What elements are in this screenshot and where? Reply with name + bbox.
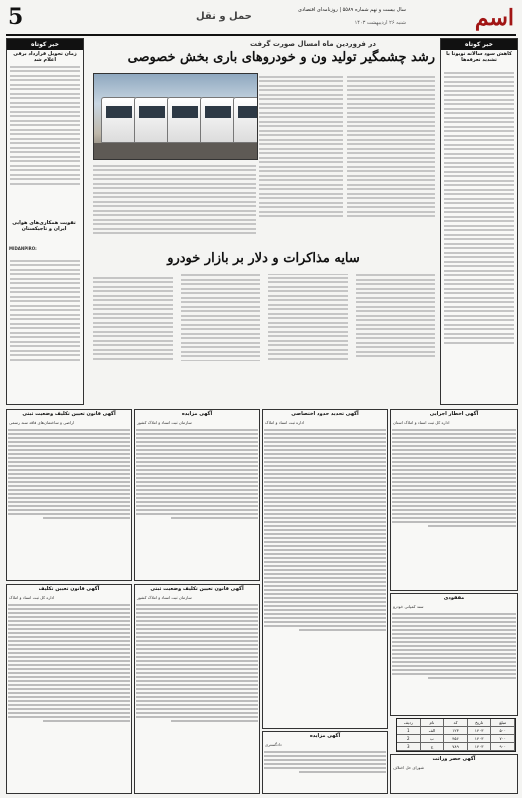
notice-8-subtitle: سند کمپانی خودرو (393, 604, 424, 609)
notice-6-title: آگهی قانون تعیین تکلیف وضعیت ثبتی (150, 586, 244, 592)
table-cell: ۱۴۰۳ (468, 743, 492, 751)
right-text-block (444, 69, 514, 399)
table-header: کد (444, 719, 468, 727)
table-header: نام (421, 719, 445, 727)
newspaper-logo: اسم (474, 5, 514, 31)
table-cell: ۹۰۰ (491, 743, 515, 751)
notice-box-5 (6, 584, 132, 794)
right-column-label: خبر کوتاه (441, 39, 517, 50)
notice-5-subtitle: اداره کل ثبت اسناد و املاک (9, 595, 55, 600)
table-cell: ۱۲۳ (444, 727, 468, 735)
main-story-column-1 (259, 73, 343, 243)
notice-9-subtitle: شورای حل اختلاف (393, 765, 424, 770)
notice-6-subtitle: سازمان ثبت اسناد و املاک کشور (137, 595, 192, 600)
table-cell: ۱۴۰۳ (468, 735, 492, 743)
left-text-block (10, 63, 80, 218)
table-cell: ۵۰۰ (491, 727, 515, 735)
table-cell: 3 (397, 743, 421, 751)
table-cell: ۱۴۰۳ (468, 727, 492, 735)
notice-box-6 (134, 584, 260, 794)
left-headline: زمان تحویل قرارداد برقی اعلام شد (13, 51, 77, 63)
table-cell: ۷۰۰ (491, 735, 515, 743)
notice-1-title: آگهی قانون تعیین تکلیف وضعیت ثبتی (22, 411, 116, 417)
main-story-kicker: در فروردین ماه امسال صورت گرفت (250, 40, 376, 48)
notice-8-title: مفقودی (443, 595, 465, 601)
notice-1-subtitle: اراضی و ساختمان‌های فاقد سند رسمی (9, 420, 75, 425)
table-cell: 2 (397, 735, 421, 743)
notice-box-4 (390, 409, 518, 591)
table-header: تاریخ (468, 719, 492, 727)
notice-3-title: آگهی تحدید حدود اختصاصی (291, 411, 359, 417)
table-header: ردیف (397, 719, 421, 727)
main-story-column-2 (347, 73, 435, 243)
page-header (6, 4, 516, 36)
issue-date: شنبه ۲۶ اردیبهشت ۱۴۰۳ (354, 20, 406, 26)
notice-box-1 (6, 409, 132, 581)
table-cell: 1 (397, 727, 421, 735)
left-column-label: خبر کوتاه (7, 39, 83, 50)
left-subheadline: تقویت همکاری‌های هوایی ایران و تاجیکستان (12, 220, 76, 232)
table-cell: ب (421, 735, 445, 743)
page-number: 5 (8, 4, 24, 30)
main-story-column-3 (93, 162, 256, 244)
notice-4-subtitle: اداره کل ثبت اسناد و املاک استان (393, 420, 450, 425)
table-cell: الف (421, 727, 445, 735)
truck-photo (93, 73, 258, 160)
table-cell: ۷۸۹ (444, 743, 468, 751)
notice-7-subtitle: دادگستری (265, 742, 282, 747)
section-title: حمل و نقل (196, 11, 252, 22)
notice-2-title: آگهی مزایده (181, 411, 213, 417)
table-cell: ج (421, 743, 445, 751)
notice-7-title: آگهی مزایده (309, 733, 341, 739)
right-news-column (440, 38, 518, 405)
masthead: سال بیست و نهم شماره ۵۵۸۹ | روزنامه‌ای اقتصادی (298, 7, 406, 13)
right-headline: کاهش سود سالانه تویوتا با تشدید تعرفه‌ها (446, 51, 512, 63)
notice-5-title: آگهی قانون تعیین تکلیف (38, 586, 100, 592)
second-story-body (93, 274, 435, 386)
notice-box-2 (134, 409, 260, 581)
notice-table (396, 718, 516, 752)
left-code: MIDANPIRO: (9, 246, 37, 251)
notice-box-7 (262, 731, 388, 794)
left-text-block-2 (10, 257, 80, 397)
notice-2-subtitle: سازمان ثبت اسناد و املاک کشور (137, 420, 192, 425)
table-header: مبلغ (491, 719, 515, 727)
second-story-headline: سایه مذاکرات و دلار بر بازار خودرو (167, 251, 360, 266)
left-news-column (6, 38, 84, 405)
notice-9-title: آگهی حصر وراثت (432, 756, 476, 762)
notice-4-title: آگهی اخطار اجرایی (429, 411, 479, 417)
table-cell: ۴۵۶ (444, 735, 468, 743)
notice-box-9 (390, 754, 518, 794)
notice-box-8 (390, 593, 518, 716)
main-story-headline: رشد چشمگیر تولید ون و خودروهای باری بخش خصوصی (127, 50, 435, 65)
notice-3-subtitle: اداره ثبت اسناد و املاک (265, 420, 305, 425)
notice-box-3 (262, 409, 388, 729)
